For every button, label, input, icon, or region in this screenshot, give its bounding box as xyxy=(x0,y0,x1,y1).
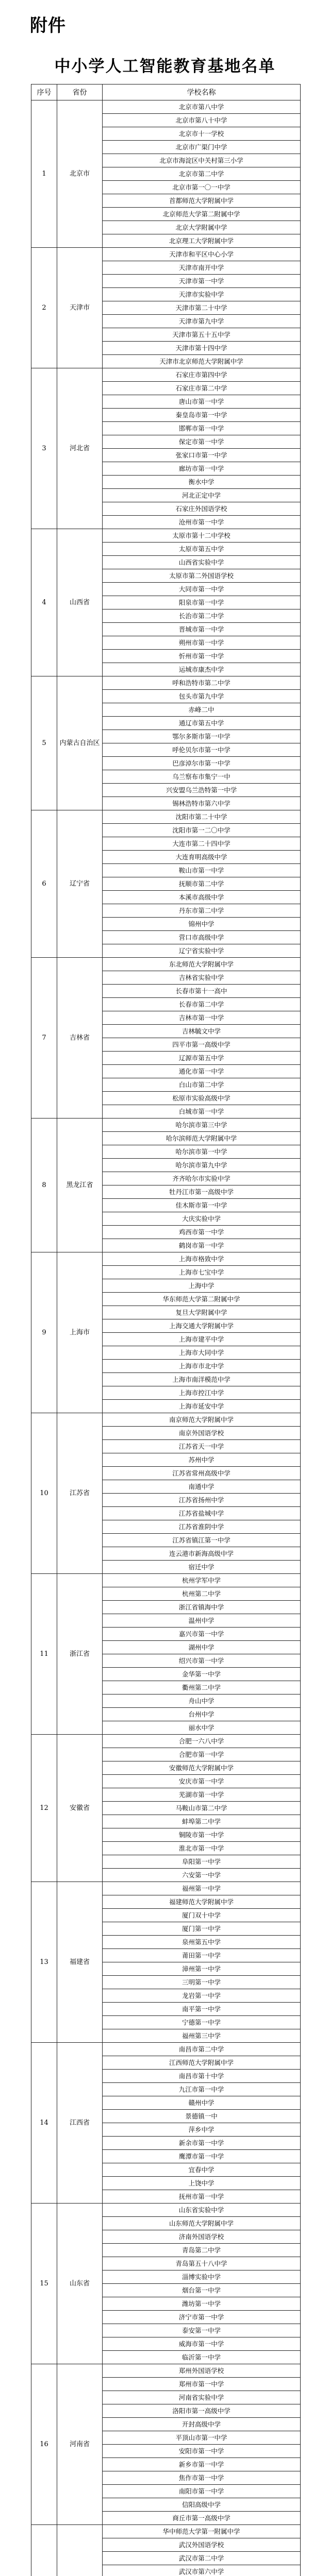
province-cell xyxy=(57,2525,103,2576)
header-school-name: 学校名称 xyxy=(103,84,301,100)
school-name-cell: 九江市第一中学 xyxy=(103,2083,301,2096)
school-name-cell: 邯郸市第一中学 xyxy=(103,422,301,435)
school-name-cell: 北京市十一学校 xyxy=(103,127,301,141)
school-name-cell: 阜阳第一中学 xyxy=(103,1855,301,1869)
school-name-cell: 大连育明高级中学 xyxy=(103,851,301,864)
base-list-table xyxy=(31,84,301,2576)
province-cell: 河南省 xyxy=(57,2364,103,2525)
school-name-cell: 呼和浩特市第二中学 xyxy=(103,676,301,690)
school-name-cell: 辽源市第五中学 xyxy=(103,1052,301,1065)
school-name-cell: 首都师范大学附属中学 xyxy=(103,194,301,208)
school-name-cell: 淄博实验中学 xyxy=(103,2270,301,2284)
school-name-cell: 舟山中学 xyxy=(103,1694,301,1708)
school-name-cell: 蚌埠第二中学 xyxy=(103,1815,301,1828)
school-name-cell: 南京师范大学附属中学 xyxy=(103,1413,301,1427)
province-cell: 天津市 xyxy=(57,248,103,368)
school-name-cell: 通辽市第五中学 xyxy=(103,717,301,730)
school-name-cell: 上饶中学 xyxy=(103,2177,301,2190)
school-name-cell: 吉林毓文中学 xyxy=(103,1025,301,1038)
school-name-cell: 宜春中学 xyxy=(103,2163,301,2177)
serial-number-cell: 11 xyxy=(31,1574,57,1735)
school-name-cell: 本溪市高级中学 xyxy=(103,891,301,904)
school-name-cell: 鄂尔多斯市第一中学 xyxy=(103,730,301,743)
school-name-cell: 衢州第二中学 xyxy=(103,1681,301,1694)
school-name-cell: 天津市和平区中心小学 xyxy=(103,248,301,261)
school-name-cell: 天津市第五十五中学 xyxy=(103,328,301,342)
school-name-cell: 天津市实验中学 xyxy=(103,288,301,301)
table-row xyxy=(31,1118,301,1132)
school-name-cell: 抚州市第一中学 xyxy=(103,2190,301,2204)
school-name-cell: 石家庄市第四中学 xyxy=(103,368,301,382)
school-name-cell: 北京理工大学附属中学 xyxy=(103,234,301,248)
school-name-cell: 上海市建平中学 xyxy=(103,1333,301,1346)
school-name-cell: 锦州中学 xyxy=(103,918,301,931)
school-name-cell: 鹤岗市第一中学 xyxy=(103,1239,301,1252)
school-name-cell: 郑州外国语学校 xyxy=(103,2364,301,2378)
serial-number-cell: 9 xyxy=(31,1252,57,1413)
school-name-cell: 鞍山市第一中学 xyxy=(103,864,301,877)
school-name-cell: 济南外国语学校 xyxy=(103,2230,301,2244)
school-name-cell: 哈尔滨市第一中学 xyxy=(103,1145,301,1159)
school-name-cell: 合肥一六八中学 xyxy=(103,1735,301,1748)
school-name-cell: 信阳高级中学 xyxy=(103,2498,301,2512)
school-name-cell: 天津市第十四中学 xyxy=(103,342,301,355)
school-name-cell: 三明第一中学 xyxy=(103,1976,301,1989)
serial-number-cell: 5 xyxy=(31,676,57,810)
school-name-cell: 天津市第九中学 xyxy=(103,315,301,328)
table-row xyxy=(31,2364,301,2378)
school-name-cell: 南京外国语学校 xyxy=(103,1427,301,1440)
province-cell: 河北省 xyxy=(57,368,103,529)
school-name-cell: 东北师范大学附属中学 xyxy=(103,958,301,971)
province-cell: 北京市 xyxy=(57,100,103,248)
school-name-cell: 江苏省常州高级中学 xyxy=(103,1467,301,1480)
school-name-cell: 厦门双十中学 xyxy=(103,1909,301,1922)
school-name-cell: 上海市控江中学 xyxy=(103,1386,301,1400)
school-name-cell: 开封高级中学 xyxy=(103,2418,301,2431)
school-name-cell: 张家口市第一中学 xyxy=(103,449,301,462)
school-name-cell: 上海市格致中学 xyxy=(103,1252,301,1266)
school-name-cell: 山东省实验中学 xyxy=(103,2204,301,2217)
school-name-cell: 复旦大学附属中学 xyxy=(103,1306,301,1319)
school-name-cell: 沧州市第一中学 xyxy=(103,516,301,529)
school-name-cell: 天津市第一中学 xyxy=(103,275,301,288)
table-row xyxy=(31,810,301,824)
school-name-cell: 六安第一中学 xyxy=(103,1869,301,1882)
school-name-cell: 呼伦贝尔市第一中学 xyxy=(103,743,301,757)
serial-number-cell: 14 xyxy=(31,2043,57,2204)
school-name-cell: 廊坊市第一中学 xyxy=(103,462,301,476)
document-title: 中小学人工智能教育基地名单 xyxy=(54,57,276,76)
school-name-cell: 威海市第一中学 xyxy=(103,2337,301,2351)
serial-number-cell xyxy=(31,2525,57,2576)
school-name-cell: 石家庄外国语学校 xyxy=(103,502,301,516)
school-name-cell: 北京市广渠门中学 xyxy=(103,141,301,154)
school-name-cell: 武汉市第二中学 xyxy=(103,2552,301,2565)
school-name-cell: 哈尔滨市第九中学 xyxy=(103,1159,301,1172)
table-row xyxy=(31,676,301,690)
school-name-cell: 江苏省镇江第一中学 xyxy=(103,1534,301,1547)
school-name-cell: 兴安盟乌兰浩特第一中学 xyxy=(103,784,301,797)
school-name-cell: 北京市第八中学 xyxy=(103,100,301,114)
school-name-cell: 漳州第一中学 xyxy=(103,1962,301,1976)
school-name-cell: 金华第一中学 xyxy=(103,1668,301,1681)
school-name-cell: 包头市第九中学 xyxy=(103,690,301,703)
school-name-cell: 四平市第一高级中学 xyxy=(103,1038,301,1052)
school-name-cell: 朔州市第一中学 xyxy=(103,636,301,650)
school-name-cell: 杭州学军中学 xyxy=(103,1574,301,1587)
school-name-cell: 鸡西市第一中学 xyxy=(103,1226,301,1239)
school-name-cell: 铜陵市第一中学 xyxy=(103,1828,301,1842)
school-name-cell: 北京大学附属中学 xyxy=(103,221,301,234)
school-name-cell: 天津市南开中学 xyxy=(103,261,301,275)
serial-number-cell: 12 xyxy=(31,1735,57,1882)
school-name-cell: 石家庄市第二中学 xyxy=(103,382,301,395)
school-name-cell: 太原市第十二中学校 xyxy=(103,529,301,543)
school-name-cell: 华中师范大学第一附属中学 xyxy=(103,2525,301,2538)
school-name-cell: 上海市七宝中学 xyxy=(103,1266,301,1279)
school-name-cell: 北京市海淀区中关村第三小学 xyxy=(103,154,301,167)
school-name-cell: 秦皇岛市第一中学 xyxy=(103,409,301,422)
school-name-cell: 杭州第二中学 xyxy=(103,1587,301,1601)
province-cell: 福建省 xyxy=(57,1882,103,2043)
school-name-cell: 苏州中学 xyxy=(103,1453,301,1467)
school-name-cell: 齐齐哈尔市实验中学 xyxy=(103,1172,301,1185)
school-name-cell: 济宁市第一中学 xyxy=(103,2311,301,2324)
school-name-cell: 白城市第一中学 xyxy=(103,1105,301,1118)
school-name-cell: 忻州市第一中学 xyxy=(103,650,301,663)
school-name-cell: 连云港市新海高级中学 xyxy=(103,1547,301,1561)
school-name-cell: 福州第三中学 xyxy=(103,2029,301,2043)
table-row xyxy=(31,368,301,382)
serial-number-cell: 2 xyxy=(31,248,57,368)
school-name-cell: 临沂第一中学 xyxy=(103,2351,301,2364)
school-name-cell: 北京市第二中学 xyxy=(103,167,301,181)
school-name-cell: 大庆实验中学 xyxy=(103,1212,301,1226)
school-name-cell: 北京市第八十中学 xyxy=(103,114,301,127)
school-name-cell: 洛阳市第一高级中学 xyxy=(103,2404,301,2418)
school-name-cell: 新乡市第一中学 xyxy=(103,2458,301,2471)
school-name-cell: 南平第一中学 xyxy=(103,2003,301,2016)
school-name-cell: 淮北市第一中学 xyxy=(103,1842,301,1855)
table-row xyxy=(31,2204,301,2217)
table-body xyxy=(31,100,301,2576)
serial-number-cell: 8 xyxy=(31,1118,57,1252)
school-name-cell: 安庆市第一中学 xyxy=(103,1775,301,1788)
table-row xyxy=(31,529,301,543)
school-name-cell: 安徽师范大学附属中学 xyxy=(103,1761,301,1775)
school-name-cell: 上海交通大学附属中学 xyxy=(103,1319,301,1333)
serial-number-cell: 6 xyxy=(31,810,57,958)
school-name-cell: 北京市第一〇一中学 xyxy=(103,181,301,194)
serial-number-cell: 1 xyxy=(31,100,57,248)
serial-number-cell: 3 xyxy=(31,368,57,529)
school-name-cell: 长春市第二中学 xyxy=(103,998,301,1011)
school-name-cell: 厦门第一中学 xyxy=(103,1922,301,1936)
school-name-cell: 锡林浩特市第六中学 xyxy=(103,797,301,810)
school-name-cell: 吉林市第一中学 xyxy=(103,1011,301,1025)
school-name-cell: 青岛第二中学 xyxy=(103,2244,301,2257)
serial-number-cell: 16 xyxy=(31,2364,57,2525)
school-name-cell: 佳木斯市第一中学 xyxy=(103,1199,301,1212)
school-name-cell: 青岛第五十八中学 xyxy=(103,2257,301,2270)
school-name-cell: 运城市康杰中学 xyxy=(103,663,301,676)
school-name-cell: 长治市第二中学 xyxy=(103,609,301,623)
table-row xyxy=(31,248,301,261)
school-name-cell: 上海中学 xyxy=(103,1279,301,1293)
province-cell: 内蒙古自治区 xyxy=(57,676,103,810)
school-name-cell: 湖州中学 xyxy=(103,1641,301,1654)
province-cell: 上海市 xyxy=(57,1252,103,1413)
school-name-cell: 天津市第二十中学 xyxy=(103,301,301,315)
province-cell: 安徽省 xyxy=(57,1735,103,1882)
school-name-cell: 泉州第五中学 xyxy=(103,1936,301,1949)
school-name-cell: 莆田第一中学 xyxy=(103,1949,301,1962)
school-name-cell: 浙江省镇海中学 xyxy=(103,1601,301,1614)
school-name-cell: 潍坊第一中学 xyxy=(103,2297,301,2311)
school-name-cell: 大连市第二十四中学 xyxy=(103,837,301,851)
school-name-cell: 景德镇一中 xyxy=(103,2110,301,2123)
school-name-cell: 新余市第一中学 xyxy=(103,2137,301,2150)
school-name-cell: 宿迁中学 xyxy=(103,1561,301,1574)
school-name-cell: 郑州市第一中学 xyxy=(103,2378,301,2391)
school-name-cell: 白山市第二中学 xyxy=(103,1078,301,1092)
header-serial-number: 序号 xyxy=(31,84,57,100)
school-name-cell: 哈尔滨市第三中学 xyxy=(103,1118,301,1132)
province-cell: 山东省 xyxy=(57,2204,103,2364)
table-row xyxy=(31,958,301,971)
school-name-cell: 阳泉市第一中学 xyxy=(103,596,301,609)
school-name-cell: 马鞍山市第二中学 xyxy=(103,1802,301,1815)
school-name-cell: 龙岩第一中学 xyxy=(103,1989,301,2003)
school-name-cell: 烟台第一中学 xyxy=(103,2284,301,2297)
province-cell: 江西省 xyxy=(57,2043,103,2204)
school-name-cell: 保定市第一中学 xyxy=(103,435,301,449)
table-row xyxy=(31,1882,301,1895)
school-name-cell: 宁德第一中学 xyxy=(103,2016,301,2029)
school-name-cell: 赤峰二中 xyxy=(103,703,301,717)
table-header-row xyxy=(31,84,301,100)
school-name-cell: 沈阳市第二十中学 xyxy=(103,810,301,824)
school-name-cell: 上海市市北中学 xyxy=(103,1360,301,1373)
school-name-cell: 绍兴市第一中学 xyxy=(103,1654,301,1668)
school-name-cell: 河南省实验中学 xyxy=(103,2391,301,2404)
school-name-cell: 焦作市第一中学 xyxy=(103,2471,301,2485)
school-name-cell: 衡水中学 xyxy=(103,476,301,489)
province-cell: 黑龙江省 xyxy=(57,1118,103,1252)
header-province: 省份 xyxy=(57,84,103,100)
school-name-cell: 松原市实验高级中学 xyxy=(103,1092,301,1105)
table-row xyxy=(31,100,301,114)
school-name-cell: 华东师范大学第二附属中学 xyxy=(103,1293,301,1306)
school-name-cell: 沈阳市第一二〇中学 xyxy=(103,824,301,837)
serial-number-cell: 10 xyxy=(31,1413,57,1574)
school-name-cell: 芜湖市第一中学 xyxy=(103,1788,301,1802)
school-name-cell: 合肥市第一中学 xyxy=(103,1748,301,1761)
school-name-cell: 南通中学 xyxy=(103,1480,301,1494)
school-name-cell: 大同市第一中学 xyxy=(103,583,301,596)
school-name-cell: 鹰潭市第一中学 xyxy=(103,2150,301,2163)
school-name-cell: 江苏省淮阴中学 xyxy=(103,1520,301,1534)
school-name-cell: 太原市第五中学 xyxy=(103,543,301,556)
table-row xyxy=(31,1735,301,1748)
school-name-cell: 巴彦淖尔市第一中学 xyxy=(103,757,301,770)
province-cell: 吉林省 xyxy=(57,958,103,1118)
table-row xyxy=(31,1574,301,1587)
school-name-cell: 长春市第十一高中 xyxy=(103,985,301,998)
school-name-cell: 河北正定中学 xyxy=(103,489,301,502)
table-row xyxy=(31,2043,301,2056)
school-name-cell: 南昌市第二中学 xyxy=(103,2043,301,2056)
school-name-cell: 北京师范大学第二附属中学 xyxy=(103,208,301,221)
school-name-cell: 江苏省天一中学 xyxy=(103,1440,301,1453)
province-cell: 江苏省 xyxy=(57,1413,103,1574)
school-name-cell: 江苏省扬州中学 xyxy=(103,1494,301,1507)
school-name-cell: 天津市北京师范大学附属中学 xyxy=(103,355,301,368)
school-name-cell: 山东师范大学附属中学 xyxy=(103,2217,301,2230)
province-cell: 辽宁省 xyxy=(57,810,103,958)
serial-number-cell: 7 xyxy=(31,958,57,1118)
school-name-cell: 嘉兴市第一中学 xyxy=(103,1628,301,1641)
school-name-cell: 哈尔滨师范大学附属中学 xyxy=(103,1132,301,1145)
school-name-cell: 营口市高级中学 xyxy=(103,931,301,944)
school-name-cell: 武汉市第六中学 xyxy=(103,2565,301,2576)
table-row xyxy=(31,1252,301,1266)
school-name-cell: 南昌市第十中学 xyxy=(103,2070,301,2083)
school-name-cell: 南阳市第一中学 xyxy=(103,2485,301,2498)
serial-number-cell: 13 xyxy=(31,1882,57,2043)
school-name-cell: 吉林省实验中学 xyxy=(103,971,301,985)
school-name-cell: 温州中学 xyxy=(103,1614,301,1628)
school-name-cell: 泰安第一中学 xyxy=(103,2324,301,2337)
school-name-cell: 武汉外国语学校 xyxy=(103,2538,301,2552)
province-cell: 山西省 xyxy=(57,529,103,676)
serial-number-cell: 15 xyxy=(31,2204,57,2364)
school-name-cell: 福建师范大学附属中学 xyxy=(103,1895,301,1909)
table-row xyxy=(31,2525,301,2538)
school-name-cell: 上海市南洋模范中学 xyxy=(103,1373,301,1386)
school-name-cell: 江苏省盐城中学 xyxy=(103,1507,301,1520)
school-name-cell: 商丘市第一高级中学 xyxy=(103,2512,301,2525)
school-name-cell: 太原市第二外国语学校 xyxy=(103,569,301,583)
serial-number-cell: 4 xyxy=(31,529,57,676)
school-name-cell: 抚顺市第二中学 xyxy=(103,877,301,891)
school-name-cell: 萍乡中学 xyxy=(103,2123,301,2137)
attachment-label: 附件 xyxy=(30,15,66,36)
school-name-cell: 山西省实验中学 xyxy=(103,556,301,569)
table-row xyxy=(31,1413,301,1427)
province-cell: 浙江省 xyxy=(57,1574,103,1735)
school-name-cell: 丹东市第二中学 xyxy=(103,904,301,918)
school-name-cell: 江西师范大学附属中学 xyxy=(103,2056,301,2070)
school-name-cell: 上海市延安中学 xyxy=(103,1400,301,1413)
school-name-cell: 上海市大同中学 xyxy=(103,1346,301,1360)
school-name-cell: 平顶山市第一中学 xyxy=(103,2431,301,2445)
school-name-cell: 辽宁省实验中学 xyxy=(103,944,301,958)
school-name-cell: 牡丹江市第一高级中学 xyxy=(103,1185,301,1199)
school-name-cell: 安阳市第一中学 xyxy=(103,2445,301,2458)
school-name-cell: 唐山市第一中学 xyxy=(103,395,301,409)
school-name-cell: 乌兰察布市集宁一中 xyxy=(103,770,301,784)
school-name-cell: 通化市第一中学 xyxy=(103,1065,301,1078)
school-name-cell: 丽水中学 xyxy=(103,1721,301,1735)
school-name-cell: 赣州中学 xyxy=(103,2096,301,2110)
school-name-cell: 晋城市第一中学 xyxy=(103,623,301,636)
school-name-cell: 福州第一中学 xyxy=(103,1882,301,1895)
school-name-cell: 台州中学 xyxy=(103,1708,301,1721)
